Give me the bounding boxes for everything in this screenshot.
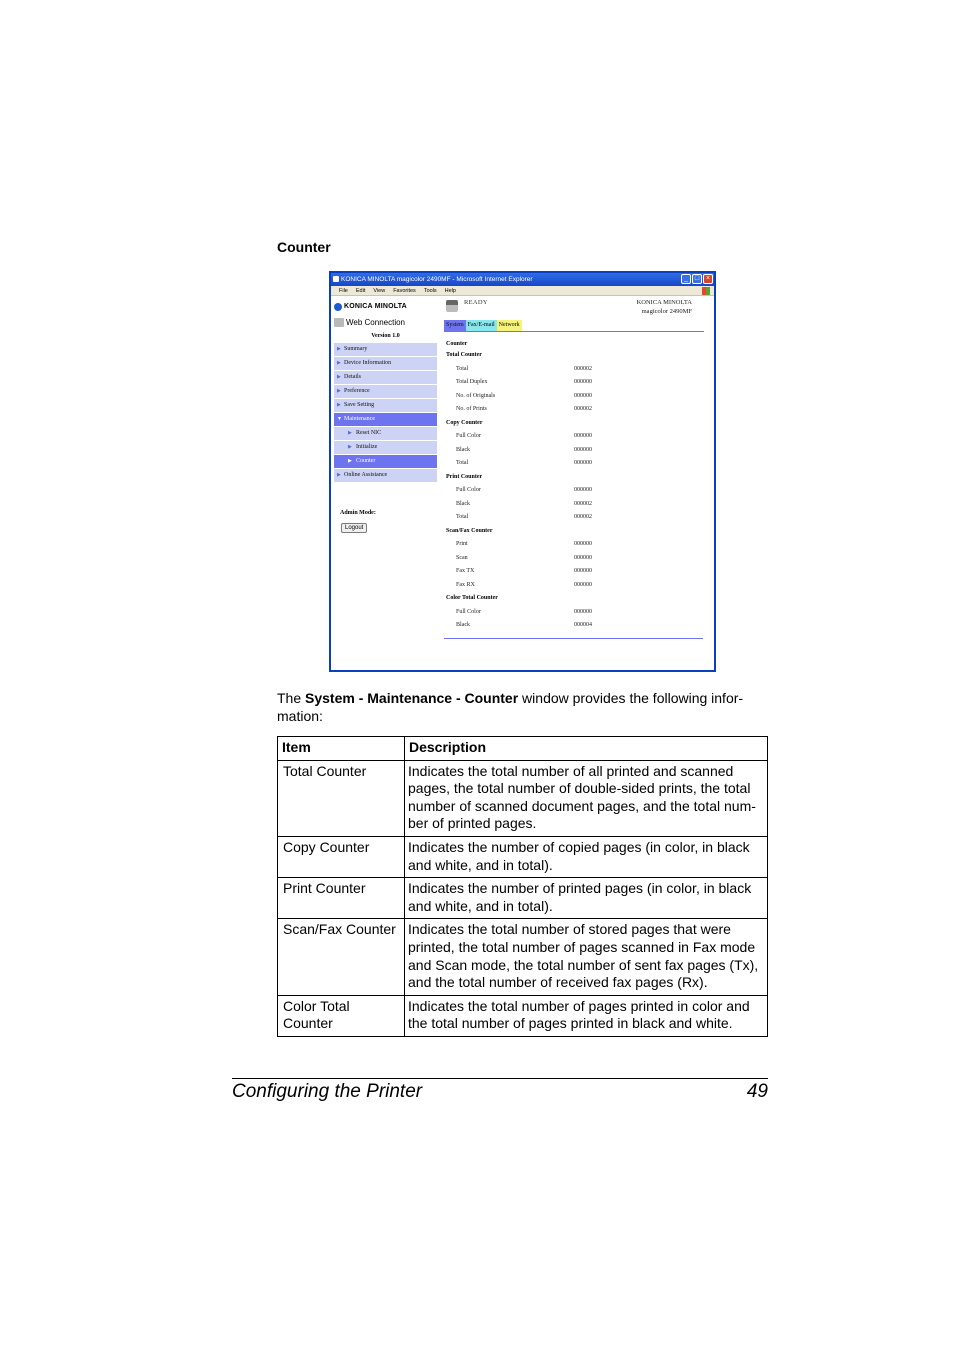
triangle-right-icon: ▶ (337, 361, 341, 366)
pagescope-icon (334, 318, 344, 327)
counter-value: 000002 (574, 406, 592, 412)
menu-tools[interactable]: Tools (423, 288, 437, 294)
footer-divider (232, 1078, 768, 1079)
table-row (278, 995, 768, 1036)
description-cell: Indicates the total number of stored pages that were printed, the total number of pages scanned in Fax mode and Scan mode, the total number of sent fax pages (Tx), and the total number of received fax pages (Rx). (405, 919, 768, 995)
browser-window-screenshot (329, 271, 716, 672)
counter-value: 000000 (574, 392, 592, 399)
sidebar-item-device-information[interactable]: ▶ Device Information (334, 357, 437, 370)
minimize-icon[interactable]: _ (681, 274, 691, 284)
triangle-down-icon: ▼ (337, 417, 342, 422)
counter-section-title: Copy Counter (446, 419, 483, 426)
counter-section-title: Print Counter (446, 473, 483, 480)
admin-mode-label: Admin Mode: (340, 510, 376, 516)
counter-label: Full Color (456, 433, 481, 439)
intro-suffix: window provides the following infor- (518, 690, 744, 706)
counter-row (444, 552, 704, 566)
table-row (278, 919, 768, 995)
counter-row (444, 390, 704, 404)
triangle-right-icon: ▶ (337, 473, 341, 478)
triangle-right-icon: ▶ (348, 445, 352, 450)
counter-label: Full Color (456, 608, 481, 615)
konica-globe-icon (334, 303, 342, 311)
intro-prefix: The (277, 690, 306, 706)
counter-value: 000000 (574, 433, 592, 439)
counter-row (444, 606, 704, 620)
divider (444, 638, 703, 639)
counter-row (444, 484, 704, 498)
counter-row (444, 538, 704, 552)
description-cell: Indicates the total number of pages printed in color and the total number of pages printed in black and white. (405, 995, 768, 1036)
intro-paragraph (277, 689, 767, 725)
counter-value: 000002 (574, 365, 592, 372)
menu-file[interactable]: File (339, 288, 348, 294)
table-row (278, 836, 768, 877)
web-connection-logo (334, 317, 437, 328)
counter-value: 000000 (574, 554, 592, 561)
sidebar (334, 298, 437, 534)
window-title: KONICA MINOLTA magicolor 2490MF - Microsoft Internet Explorer (341, 276, 533, 283)
triangle-right-icon: ▶ (348, 431, 352, 436)
counter-label: Total Duplex (456, 379, 488, 385)
model-brand: KONICA MINOLTA (636, 299, 692, 306)
menu-view[interactable]: View (373, 288, 386, 294)
menu-bar (331, 286, 714, 296)
counter-row (444, 511, 704, 525)
counter-label: Black (456, 500, 470, 507)
content-title: Counter (446, 341, 468, 347)
tab-system[interactable]: System (444, 320, 466, 331)
sidebar-item-save-setting[interactable]: ▶ Save Setting (334, 399, 437, 412)
logout-button[interactable]: Logout (341, 523, 367, 533)
footer-title: Configuring the Printer (232, 1081, 423, 1102)
counter-row (444, 403, 704, 417)
counter-list (444, 349, 704, 633)
tab-network[interactable]: Network (497, 320, 522, 331)
status-text: READY (464, 299, 488, 306)
window-titlebar (331, 273, 714, 286)
counter-label: Black (456, 622, 470, 628)
tab-bar (444, 320, 704, 332)
counter-row (444, 565, 704, 579)
item-cell: Total Counter (278, 760, 405, 836)
counter-value: 000000 (574, 568, 592, 574)
counter-section-title: Color Total Counter (446, 595, 498, 601)
counter-value: 000002 (574, 500, 592, 507)
counter-section-title: Scan/Fax Counter (446, 527, 493, 534)
close-icon[interactable]: × (703, 274, 713, 284)
triangle-right-icon: ▶ (337, 403, 341, 408)
counter-row (444, 444, 704, 458)
table-row (278, 760, 768, 836)
description-cell: Indicates the total number of all printed and scanned pages, the total number of double-sided prints, the total number of scanned document pages, and the total num-ber of printed pages. (405, 760, 768, 836)
item-cell: Color Total Counter (278, 995, 405, 1036)
sidebar-item-summary[interactable]: ▶ Summary (334, 343, 437, 356)
counter-label: Total (456, 514, 469, 520)
sidebar-item-preference[interactable]: ▶ Preference (334, 385, 437, 398)
counter-label: Total (456, 460, 469, 466)
item-cell: Copy Counter (278, 836, 405, 877)
section-heading: Counter (277, 239, 331, 255)
sidebar-item-reset-nic[interactable]: ▶ Reset NIC (334, 427, 437, 440)
counter-row (444, 376, 704, 390)
intro-bold: System - Maintenance - Counter (305, 690, 519, 706)
triangle-right-icon: ▶ (348, 459, 352, 464)
counter-value: 000002 (574, 514, 592, 520)
brand-name: KONICA MINOLTA (344, 303, 407, 310)
counter-label: Full Color (456, 487, 481, 493)
table-header-row (278, 737, 768, 761)
menu-favorites[interactable]: Favorites (393, 288, 416, 294)
page-number: 49 (746, 1081, 768, 1102)
brand-logo (334, 302, 437, 312)
sidebar-item-maintenance[interactable]: ▼ Maintenance (334, 413, 437, 426)
counter-row (444, 498, 704, 512)
main-content (444, 298, 704, 639)
counter-row (444, 363, 704, 377)
tab-fax-email[interactable]: Fax/E-mail (466, 320, 497, 331)
windows-logo-icon (702, 287, 710, 295)
column-header-description: Description (405, 737, 768, 761)
status-row (444, 298, 704, 320)
counter-row (444, 579, 704, 593)
counter-value: 000000 (574, 446, 592, 453)
triangle-right-icon: ▶ (337, 389, 341, 394)
triangle-right-icon: ▶ (337, 375, 341, 380)
menu-help[interactable]: Help (444, 288, 456, 294)
sidebar-item-initialize[interactable]: ▶ Initialize (334, 441, 437, 454)
model-name: magicolor 2490MF (641, 307, 692, 315)
counter-value: 000000 (574, 487, 592, 493)
counter-row (444, 619, 704, 633)
description-cell: Indicates the number of printed pages (in color, in black and white, and in total). (405, 878, 768, 919)
counter-value: 000000 (574, 581, 592, 588)
counter-value: 000004 (574, 622, 592, 628)
intro-line2: mation: (277, 708, 323, 724)
column-header-item: Item (278, 737, 405, 761)
counter-value: 000000 (574, 608, 592, 615)
counter-value: 000000 (574, 460, 592, 466)
counter-label: No. of Originals (456, 392, 496, 399)
table-row (278, 878, 768, 919)
counter-value: 000000 (574, 379, 592, 385)
sidebar-item-counter[interactable]: ▶ Counter (334, 455, 437, 468)
sidebar-item-details[interactable]: ▶ Details (334, 371, 437, 384)
counter-label: Total (456, 365, 469, 372)
counter-label: Scan (456, 554, 468, 561)
counter-label: Fax RX (456, 581, 475, 588)
printer-icon (446, 300, 458, 312)
item-cell: Scan/Fax Counter (278, 919, 405, 995)
counter-row (444, 430, 704, 444)
description-table (277, 736, 768, 1037)
version-label: Version 1.0 (371, 333, 400, 339)
counter-label: Fax TX (456, 568, 475, 574)
counter-row (444, 457, 704, 471)
counter-value: 000000 (574, 541, 592, 547)
maximize-icon[interactable]: □ (692, 274, 702, 284)
model-info (637, 299, 692, 316)
table-body (278, 760, 768, 1036)
sidebar-nav (334, 343, 437, 482)
counter-label: Black (456, 446, 470, 453)
ie-app-icon (333, 276, 339, 282)
counter-label: No. of Prints (456, 406, 487, 412)
description-cell: Indicates the number of copied pages (in color, in black and white, and in total). (405, 836, 768, 877)
item-cell: Print Counter (278, 878, 405, 919)
counter-section-title: Total Counter (446, 352, 482, 358)
triangle-right-icon: ▶ (337, 347, 341, 352)
web-connection-label: Web Connection (346, 318, 405, 327)
sidebar-item-online-assistance[interactable]: ▶ Online Assistance (334, 469, 437, 482)
counter-label: Print (456, 541, 468, 547)
menu-edit[interactable]: Edit (355, 288, 366, 294)
